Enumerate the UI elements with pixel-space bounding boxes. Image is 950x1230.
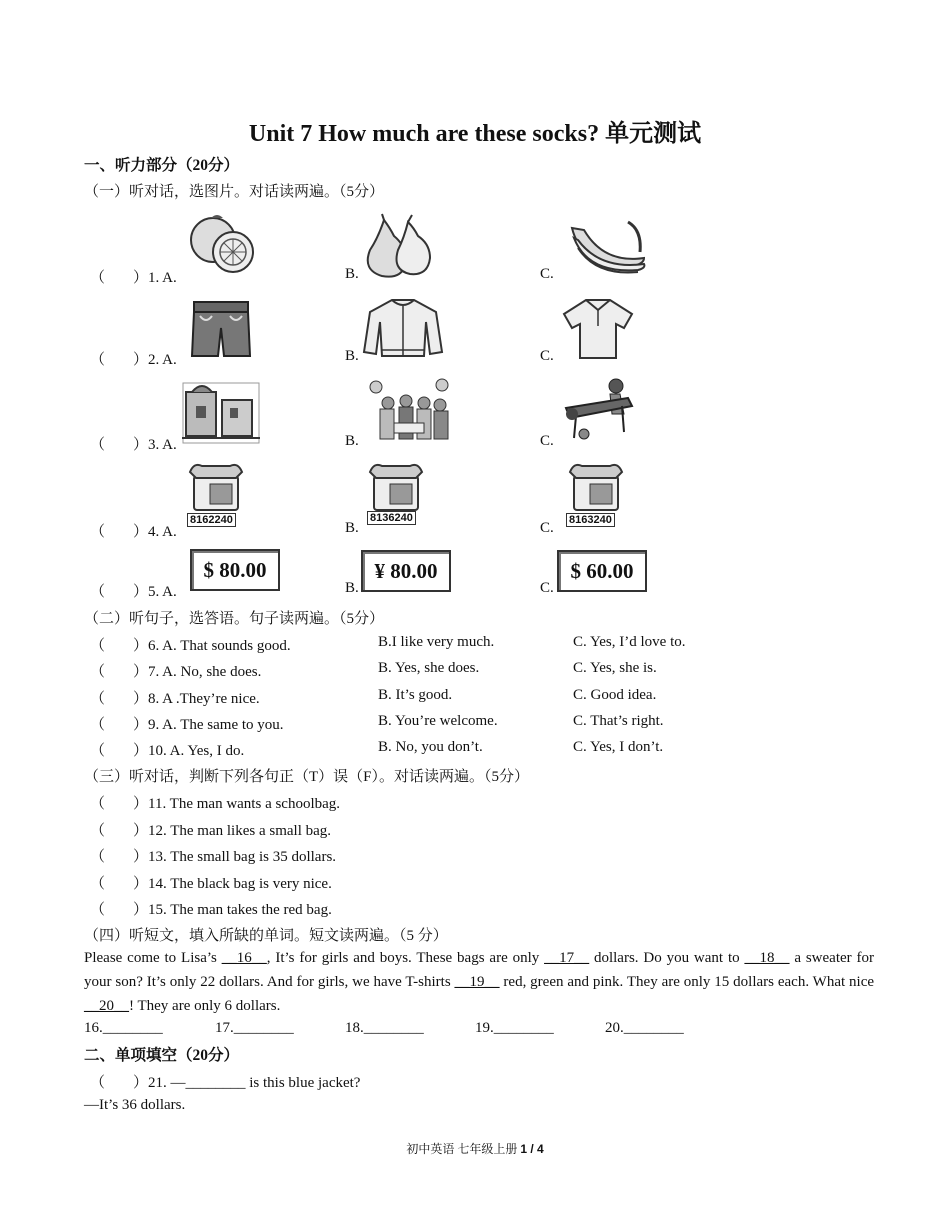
answer-paren: （ <box>90 823 106 839</box>
answer-paren: （ <box>90 717 106 733</box>
answer-blank-17[interactable]: 17.________ <box>215 1020 294 1036</box>
question-21: ）21. —________ is this blue jacket? <box>133 1075 361 1091</box>
option-b: B. You’re welcome. <box>378 713 498 729</box>
page-number: 1 / 4 <box>520 1142 544 1156</box>
option-b: B.I like very much. <box>378 634 495 650</box>
option-b-label: B. <box>345 348 359 364</box>
phone-number-a: 8162240 <box>187 513 236 527</box>
answer-paren: （ <box>90 638 106 654</box>
oranges-icon <box>183 210 263 280</box>
footer-text: 初中英语 七年级上册 <box>406 1142 521 1156</box>
answer-21: —It’s 36 dollars. <box>84 1097 186 1113</box>
answer-paren: （ <box>90 352 106 368</box>
statement-15: ）15. The man takes the red bag. <box>133 902 332 918</box>
option-b: B. Yes, she does. <box>378 660 480 676</box>
question-3-label: ）3. A. <box>133 437 177 453</box>
answer-paren: （ <box>90 664 106 680</box>
statement-12: ）12. The man likes a small bag. <box>133 823 332 839</box>
answer-paren: （ <box>90 876 106 892</box>
answer-paren: （ <box>90 1075 106 1091</box>
building-icon <box>182 382 260 444</box>
answer-blank-20[interactable]: 20.________ <box>605 1020 684 1036</box>
price-tag-b: ¥ 80.00 <box>361 550 451 592</box>
price-tag-a: $ 80.00 <box>190 549 280 591</box>
answer-blank-19[interactable]: 19.________ <box>475 1020 554 1036</box>
question-10: ）10. A. Yes, I do. <box>133 743 245 759</box>
option-c-label: C. <box>540 520 554 536</box>
phone-number-b: 8136240 <box>367 511 416 525</box>
pingpong-icon <box>562 374 634 446</box>
question-5-label: ）5. A. <box>133 584 177 600</box>
option-c: C. Yes, I’d love to. <box>573 634 686 650</box>
part2-heading: （二）听句子，选答语。句子读两遍。（5分） <box>84 611 385 627</box>
option-c: C. Yes, I don’t. <box>573 739 664 755</box>
sweater-icon <box>362 296 444 360</box>
answer-paren: （ <box>90 524 106 540</box>
section1-heading: 一、听力部分（20分） <box>84 157 240 174</box>
option-b-label: B. <box>345 433 359 449</box>
answer-paren: （ <box>90 849 106 865</box>
blank-16: __16__ <box>221 950 267 966</box>
blank-18: __18__ <box>744 950 790 966</box>
page-title: Unit 7 How much are these socks? 单元测试 <box>248 121 702 147</box>
question-8: ）8. A .They’re nice. <box>133 691 260 707</box>
question-7: ）7. A. No, she does. <box>133 664 262 680</box>
statement-11: ）11. The man wants a schoolbag. <box>133 796 341 812</box>
option-c: C. Good idea. <box>573 687 657 703</box>
question-1-label: ）1. A. <box>133 270 177 286</box>
answer-blank-16[interactable]: 16.________ <box>84 1020 163 1036</box>
blank-17: __17__ <box>544 950 590 966</box>
option-b: B. It’s good. <box>378 687 453 703</box>
statement-13: ）13. The small bag is 35 dollars. <box>133 849 337 865</box>
phone-number-c: 8163240 <box>566 513 615 527</box>
passage-text: a sweater for your son? It’s only 22 dollars. And for girls, we have T-shirts <box>84 950 874 990</box>
passage-text: red, green and pink. They are only 15 dollars each. What nice <box>499 974 875 990</box>
bananas-icon <box>568 218 648 280</box>
passage-text: , It’s for girls and boys. These bags are only <box>266 950 545 966</box>
page-footer <box>0 1140 950 1157</box>
phone-icon <box>366 462 426 512</box>
question-4-label: ）4. A. <box>133 524 177 540</box>
price-tag-c: $ 60.00 <box>557 550 647 592</box>
tshirt-icon <box>562 296 634 360</box>
option-c-label: C. <box>540 580 554 596</box>
option-b: B. No, you don’t. <box>378 739 483 755</box>
option-c: C. That’s right. <box>573 713 664 729</box>
party-icon <box>364 375 454 445</box>
option-c-label: C. <box>540 348 554 364</box>
answer-paren: （ <box>90 902 106 918</box>
answer-paren: （ <box>90 437 106 453</box>
passage-text: dollars. Do you want to <box>589 950 745 966</box>
cloze-passage <box>84 946 874 1018</box>
section2-heading: 二、单项填空（20分） <box>84 1047 240 1064</box>
statement-14: ）14. The black bag is very nice. <box>133 876 332 892</box>
pears-icon <box>362 212 432 280</box>
part4-heading: （四）听短文，填入所缺的单词。短文读两遍。（5 分） <box>84 928 448 944</box>
part1-heading: （一）听对话，选图片。对话读两遍。（5分） <box>84 184 385 200</box>
option-c: C. Yes, she is. <box>573 660 657 676</box>
option-b-label: B. <box>345 266 359 282</box>
option-c-label: C. <box>540 433 554 449</box>
phone-icon <box>186 462 246 512</box>
passage-text: Please come to Lisa’s <box>84 950 222 966</box>
option-b-label: B. <box>345 520 359 536</box>
shorts-icon <box>190 300 252 358</box>
answer-paren: （ <box>90 584 106 600</box>
answer-blank-18[interactable]: 18.________ <box>345 1020 424 1036</box>
answer-paren: （ <box>90 691 106 707</box>
passage-text: ! They are only 6 dollars. <box>129 998 281 1014</box>
part3-heading: （三）听对话，判断下列各句正（T）误（F）。对话读两遍。（5分） <box>84 769 530 785</box>
answer-paren: （ <box>90 270 106 286</box>
blank-20: __20__ <box>84 998 129 1014</box>
question-2-label: ）2. A. <box>133 352 177 368</box>
answer-paren: （ <box>90 796 106 812</box>
question-9: ）9. A. The same to you. <box>133 717 284 733</box>
blank-19: __19__ <box>454 974 500 990</box>
option-c-label: C. <box>540 266 554 282</box>
question-6: ）6. A. That sounds good. <box>133 638 291 654</box>
phone-icon <box>566 462 626 512</box>
option-b-label: B. <box>345 580 359 596</box>
answer-paren: （ <box>90 743 106 759</box>
